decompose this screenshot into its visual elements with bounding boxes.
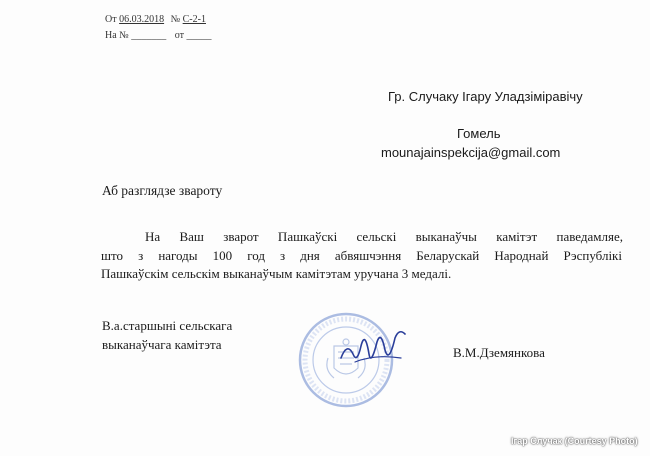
outgoing-number: С-2-1 (182, 14, 206, 25)
recipient-email: mounajainspekcija@gmail.com (381, 145, 561, 160)
outgoing-ref-line (105, 14, 206, 25)
signatory-title-line-1: В.а.старшыні сельскага (102, 318, 233, 333)
in-reply-from: от (174, 30, 184, 41)
photo-credit: Ігар Случак (Courtesy Photo) (511, 436, 638, 446)
in-reply-prefix: На № (105, 30, 129, 41)
recipient-city: Гомель (457, 126, 501, 141)
in-reply-blank: _______ (131, 30, 167, 41)
signatory-name: В.М.Дземянкова (453, 345, 545, 360)
number-prefix: № (170, 14, 181, 25)
letter-subject: Аб разглядзе звароту (102, 183, 223, 198)
body-line-3: Пашкаўскім сельскім выканаўчым камітэтам уручана 3 медалі. (101, 266, 452, 281)
in-reply-date-blank: _____ (186, 30, 212, 41)
body-line-1: На Ваш зварот Пашкаўскі сельскі выканаўчы камітэт паведамляе, (145, 229, 623, 244)
outgoing-date: 06.03.2018 (119, 14, 165, 25)
body-line-2: што з нагоды 100 год з дня абвяшчэння Беларускай Народнай Рэспублікі (101, 248, 622, 263)
recipient-name: Гр. Случаку Ігару Уладзіміравічу (388, 89, 583, 104)
from-prefix: От (105, 14, 117, 25)
signatory-title-line-2: выканаўчага камітэта (102, 337, 222, 352)
incoming-ref-line (105, 30, 211, 41)
handwritten-signature (335, 324, 415, 374)
